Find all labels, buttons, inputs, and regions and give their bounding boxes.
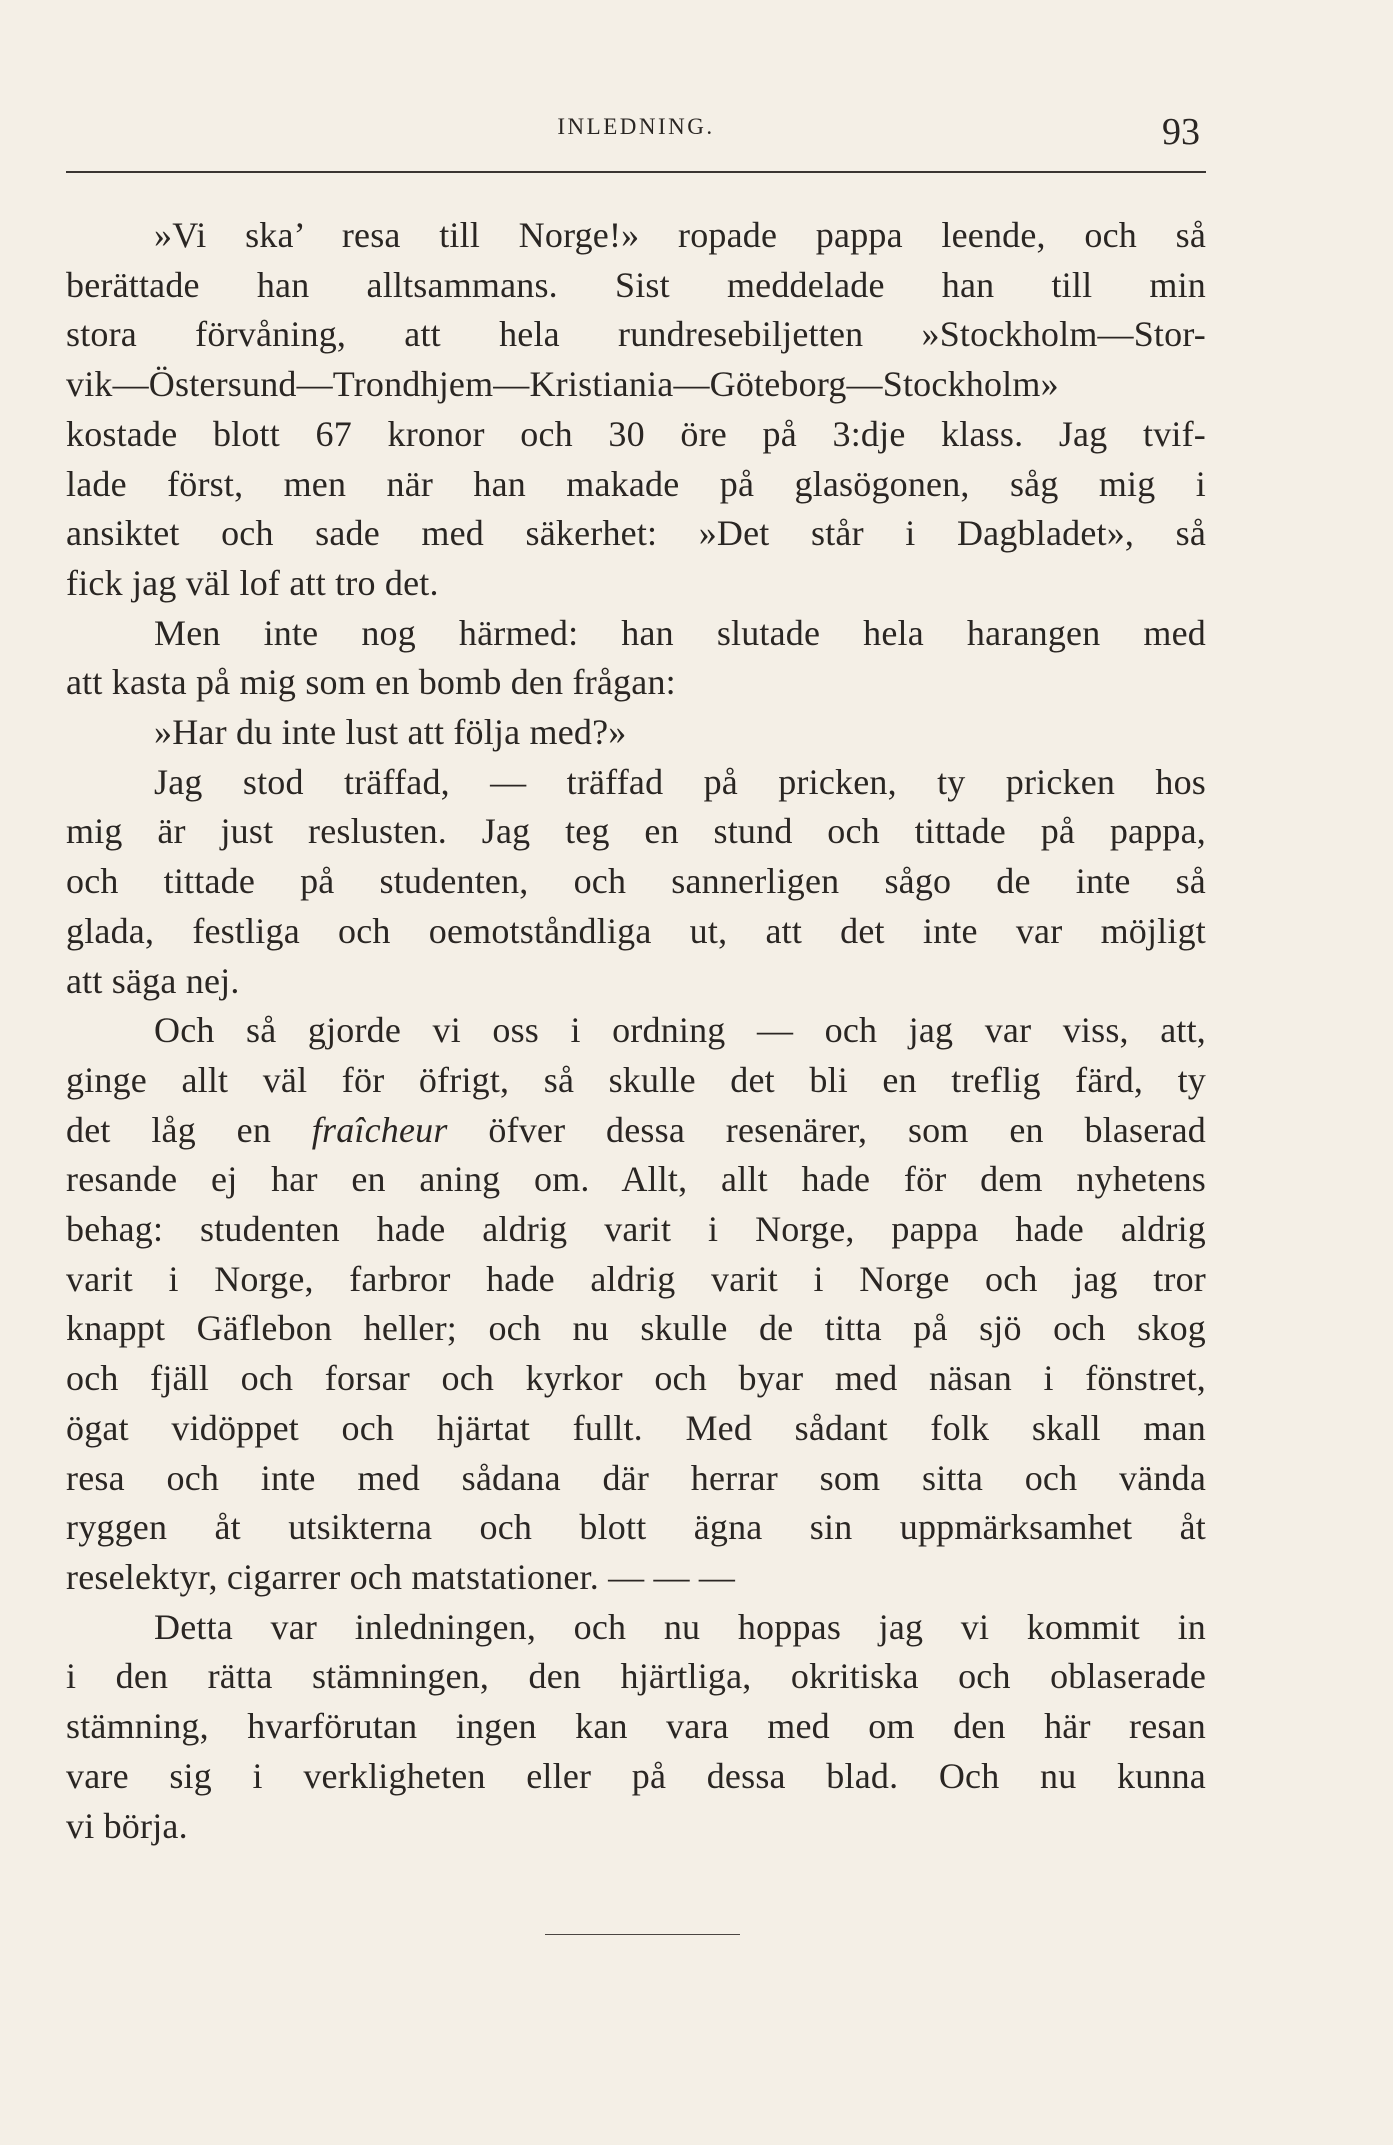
text-line: resa och inte med sådana där herrar som sitta och vända bbox=[66, 1457, 1206, 1498]
page-number: 93 bbox=[1162, 111, 1200, 153]
text-line: att kasta på mig som en bomb den frågan: bbox=[66, 662, 676, 703]
text-line: Jag stod träffad, — träffad på pricken, ty pricken hos bbox=[154, 761, 1206, 802]
text-line: ögat vidöppet och hjärtat fullt. Med sådant folk skall man bbox=[66, 1407, 1206, 1448]
italic-word: fraîcheur bbox=[311, 1109, 448, 1150]
text-line: berättade han alltsammans. Sist meddelade han till min bbox=[66, 264, 1206, 305]
text-line: »Har du inte lust att följa med?» bbox=[154, 712, 627, 753]
text-line: i den rätta stämningen, den hjärtliga, okritiska och oblaserade bbox=[66, 1656, 1206, 1697]
text-line: vi börja. bbox=[66, 1805, 188, 1846]
text-line: varit i Norge, farbror hade aldrig varit i Norge och jag tror bbox=[66, 1258, 1206, 1299]
text-line: vare sig i verkligheten eller på dessa blad. Och nu kunna bbox=[66, 1755, 1206, 1796]
text-line: och fjäll och forsar och kyrkor och byar med näsan i fönstret, bbox=[66, 1358, 1206, 1399]
text-line: lade först, men när han makade på glasögonen, såg mig i bbox=[66, 463, 1206, 504]
text-line: ansiktet och sade med säkerhet: »Det står i Dagbladet», så bbox=[66, 513, 1206, 554]
text-line: stämning, hvarförutan ingen kan vara med om den här resan bbox=[66, 1706, 1206, 1747]
text-line: vik—Östersund—Trondhjem—Kristiania—Göteborg—Stockholm» bbox=[66, 364, 1059, 405]
text-line: det låg en fraîcheur öfver dessa resenärer, som en blaserad bbox=[66, 1109, 1206, 1150]
text-line: ryggen åt utsikterna och blott ägna sin uppmärksamhet åt bbox=[66, 1507, 1206, 1548]
text-line: kostade blott 67 kronor och 30 öre på 3:dje klass. Jag tvif- bbox=[66, 413, 1206, 454]
text-line: Detta var inledningen, och nu hoppas jag vi kommit in bbox=[154, 1606, 1206, 1647]
text-line: glada, festliga och oemotståndliga ut, att det inte var möjligt bbox=[66, 910, 1206, 951]
text-line: »Vi ska’ resa till Norge!» ropade pappa leende, och så bbox=[154, 215, 1206, 255]
text-line: Och så gjorde vi oss i ordning — och jag var viss, att, bbox=[154, 1010, 1206, 1051]
text-line: knappt Gäflebon heller; och nu skulle de titta på sjö och skog bbox=[66, 1308, 1206, 1349]
text-line: mig är just reslusten. Jag teg en stund och tittade på pappa, bbox=[66, 811, 1206, 852]
text-line: att säga nej. bbox=[66, 960, 240, 1001]
running-head: INLEDNING. bbox=[557, 114, 715, 139]
body-text bbox=[66, 211, 1206, 1851]
text-line: ginge allt väl för öfrigt, så skulle det bli en treflig färd, ty bbox=[66, 1059, 1206, 1100]
header-rule bbox=[66, 171, 1206, 173]
text-line: fick jag väl lof att tro det. bbox=[66, 562, 439, 603]
end-rule bbox=[545, 1934, 740, 1935]
text-line: resande ej har en aning om. Allt, allt hade för dem nyhetens bbox=[66, 1159, 1206, 1200]
text-line: Men inte nog härmed: han slutade hela harangen med bbox=[154, 612, 1206, 653]
text-line: stora förvåning, att hela rundresebiljetten »Stockholm—Stor- bbox=[66, 314, 1206, 355]
page-header bbox=[66, 108, 1206, 153]
text-line: och tittade på studenten, och sannerligen sågo de inte så bbox=[66, 861, 1206, 902]
text-line: reselektyr, cigarrer och matstationer. — — — bbox=[66, 1556, 736, 1597]
text-line: behag: studenten hade aldrig varit i Norge, pappa hade aldrig bbox=[66, 1209, 1206, 1250]
